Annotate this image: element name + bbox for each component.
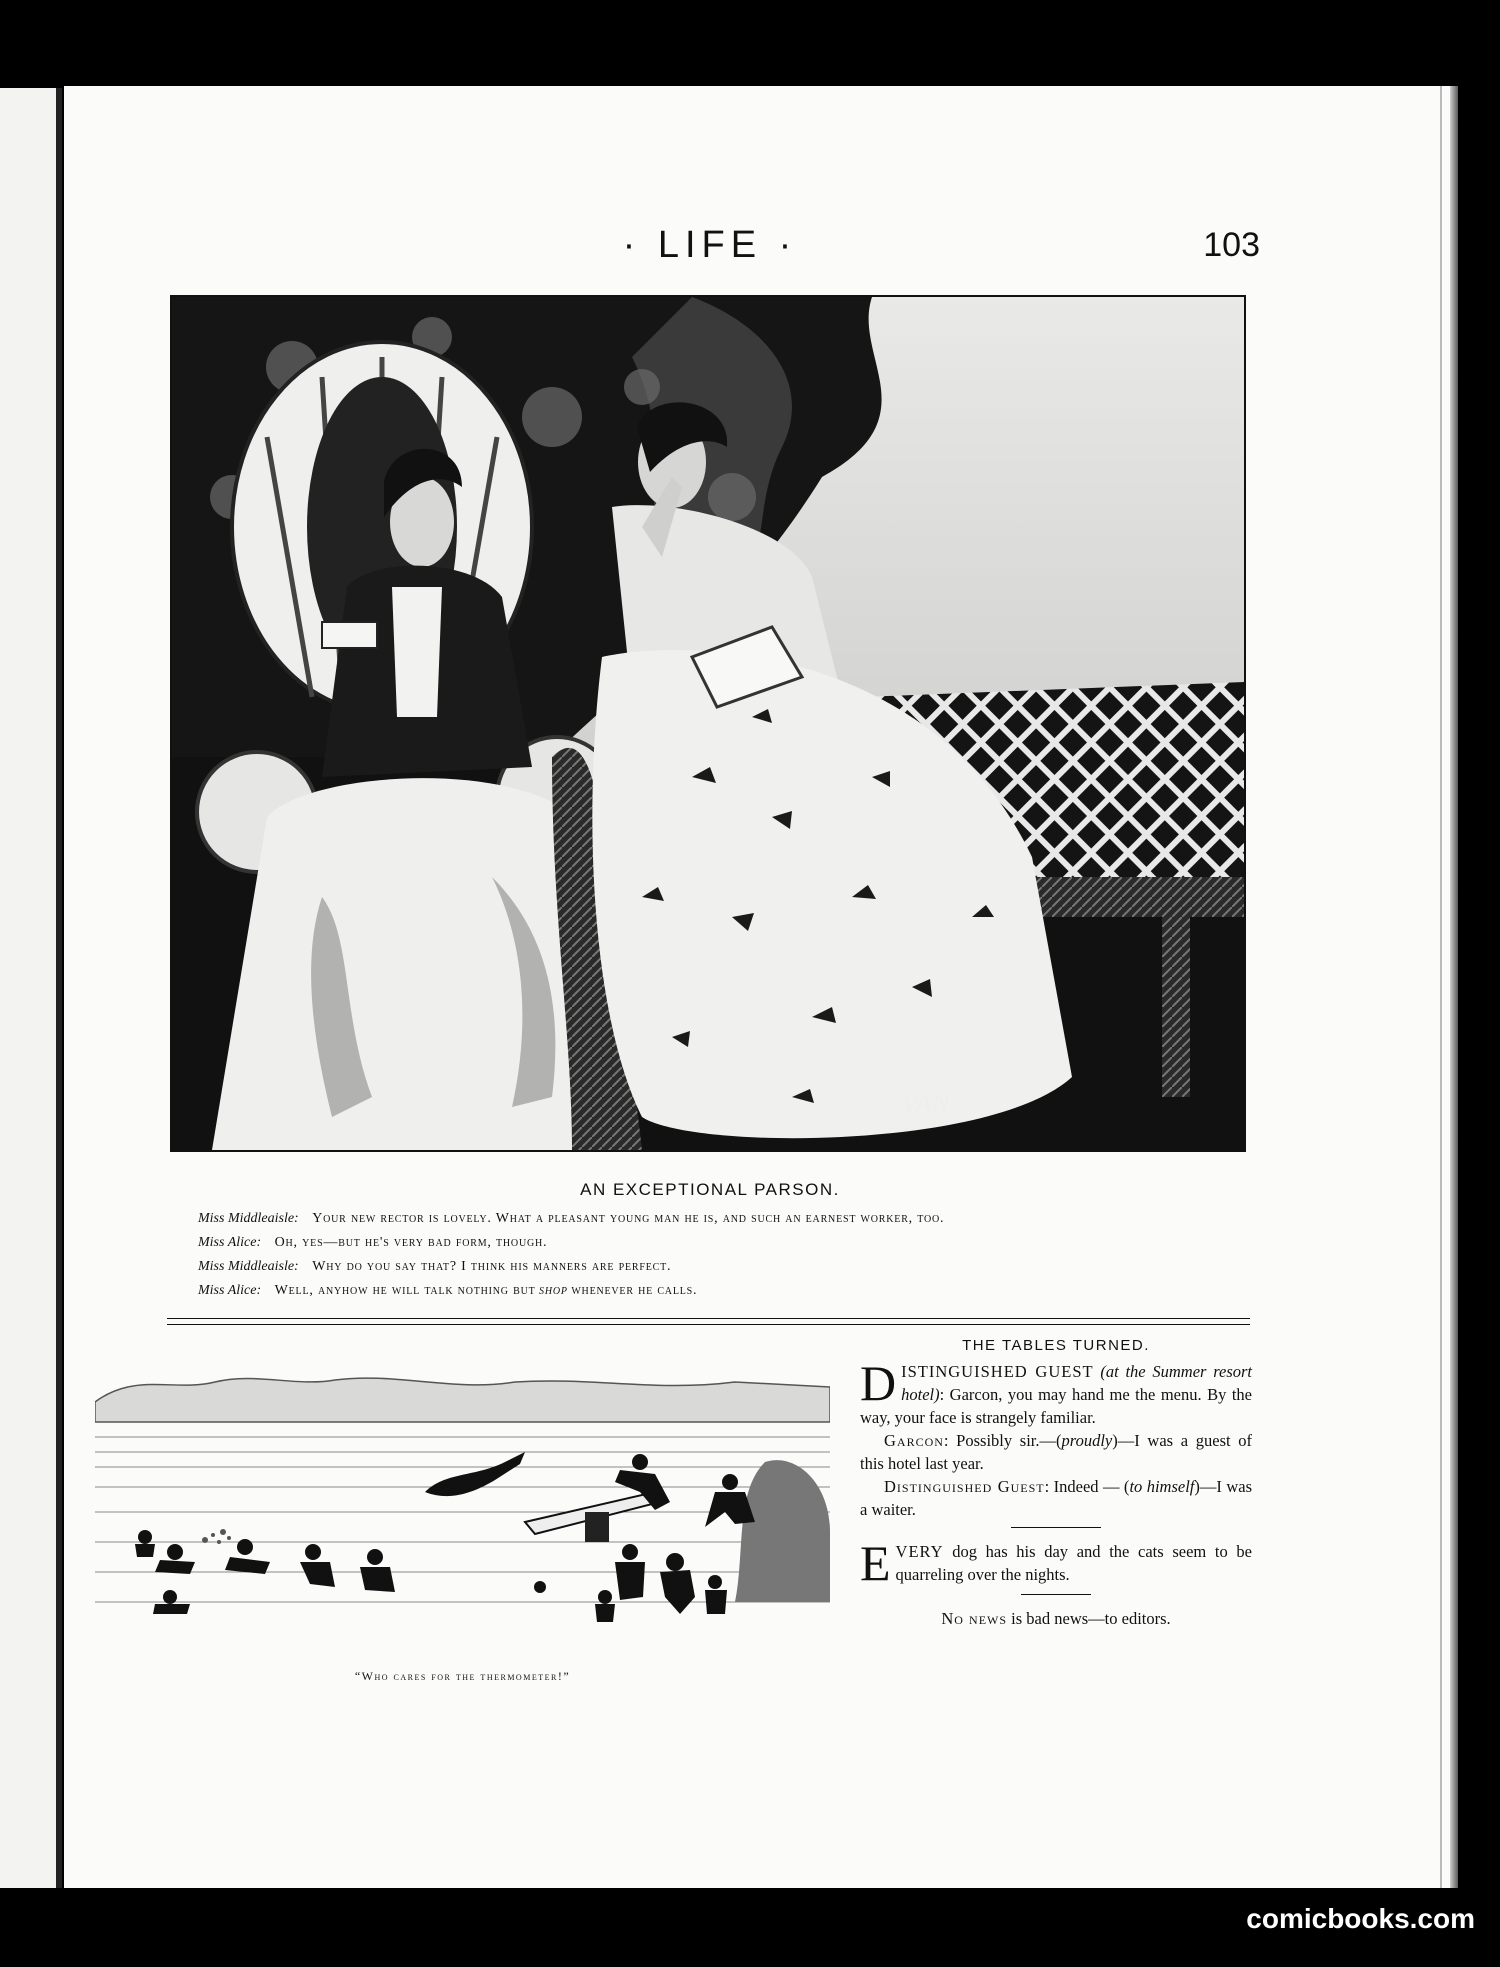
paragraph-text: )—I was a waiter. xyxy=(860,1477,1252,1519)
artist-signature: VAN xyxy=(902,1089,950,1118)
divider-rule xyxy=(1011,1527,1101,1528)
drop-cap: D xyxy=(860,1355,897,1411)
bottom-illustration xyxy=(95,1352,830,1637)
drop-cap: E xyxy=(860,1535,891,1591)
text-column xyxy=(860,1337,1252,1630)
article-paragraph xyxy=(860,1429,1252,1475)
speaker-name: Miss Alice: xyxy=(198,1283,262,1298)
article-title: THE TABLES TURNED. xyxy=(962,1337,1150,1354)
speaker-name: Miss Middleaisle: xyxy=(198,1211,299,1226)
book-gutter xyxy=(56,88,62,1888)
seesaw-fulcrum xyxy=(585,1512,609,1542)
woman-left-blouse xyxy=(392,587,442,717)
bench-leg xyxy=(1162,907,1190,1097)
paragraph-text: : Possibly sir.—( xyxy=(943,1431,1062,1450)
dialogue-line xyxy=(198,1279,1258,1303)
left-facing-page xyxy=(0,88,60,1888)
speech-text: Why do you say that? I think his manners are perfect. xyxy=(312,1259,672,1274)
paragraph-text: : Garcon, you may hand me the menu. By the way, your face is strangely familiar. xyxy=(860,1385,1252,1427)
page-edge-shadow xyxy=(1450,86,1458,1888)
dialogue-line xyxy=(198,1231,1258,1255)
article-paragraph xyxy=(860,1355,1253,1429)
distant-hills xyxy=(95,1378,830,1422)
stage-direction: (at the Summer resort hotel) xyxy=(901,1362,1253,1404)
page-fold-line xyxy=(1440,86,1442,1888)
stage-direction: proudly xyxy=(1061,1431,1113,1450)
dialogue-line xyxy=(198,1207,1258,1231)
paragraph-text: : Indeed — ( xyxy=(1044,1477,1130,1496)
divider-rule xyxy=(1021,1594,1091,1595)
site-watermark: comicbooks.com xyxy=(1246,1903,1475,1934)
speech-text: whenever he calls. xyxy=(571,1283,698,1298)
joke-paragraph xyxy=(860,1607,1252,1630)
speaker-name: Garcon xyxy=(884,1431,944,1450)
joke-paragraph xyxy=(860,1535,1252,1591)
page-number: 103 xyxy=(1203,226,1260,264)
speaker-name: Miss Middleaisle: xyxy=(198,1259,299,1274)
speech-emphasis: shop xyxy=(539,1283,568,1298)
bathers-scene-drawing xyxy=(95,1352,830,1637)
dialogue-line xyxy=(198,1255,1258,1279)
speaker-name: Miss Alice: xyxy=(198,1235,262,1250)
paragraph-text: )—I was a guest of this hotel last year. xyxy=(860,1431,1252,1473)
lead-in: No news xyxy=(941,1609,1008,1628)
stage-direction: to himself xyxy=(1129,1477,1195,1496)
article-paragraph xyxy=(860,1475,1252,1521)
speech-text: Your new rector is lovely. What a pleasant young man he is, and such an earnest worker, too. xyxy=(312,1211,945,1226)
section-divider xyxy=(167,1318,1250,1325)
lead-in: VERY xyxy=(895,1542,944,1561)
garden-scene-drawing xyxy=(172,297,1244,1150)
speech-text: Oh, yes—but he's very bad form, though. xyxy=(274,1235,548,1250)
paragraph-text: dog has his day and the cats seem to be quarreling over the nights. xyxy=(895,1542,1252,1584)
bottom-caption: “Who cares for the thermometer!” xyxy=(354,1669,571,1683)
lead-in: ISTINGUISHED GUEST xyxy=(901,1362,1094,1381)
speaker-name: Distinguished Guest xyxy=(884,1477,1045,1496)
dialogue-block xyxy=(198,1207,1258,1303)
paragraph-text: is bad news—to editors. xyxy=(1007,1609,1171,1628)
book-in-hand xyxy=(322,622,377,648)
main-caption-title: AN EXCEPTIONAL PARSON. xyxy=(580,1180,840,1199)
speech-text: Well, anyhow he will talk nothing but xyxy=(274,1283,536,1298)
running-head: · LIFE · xyxy=(622,224,798,266)
main-illustration xyxy=(170,295,1246,1152)
